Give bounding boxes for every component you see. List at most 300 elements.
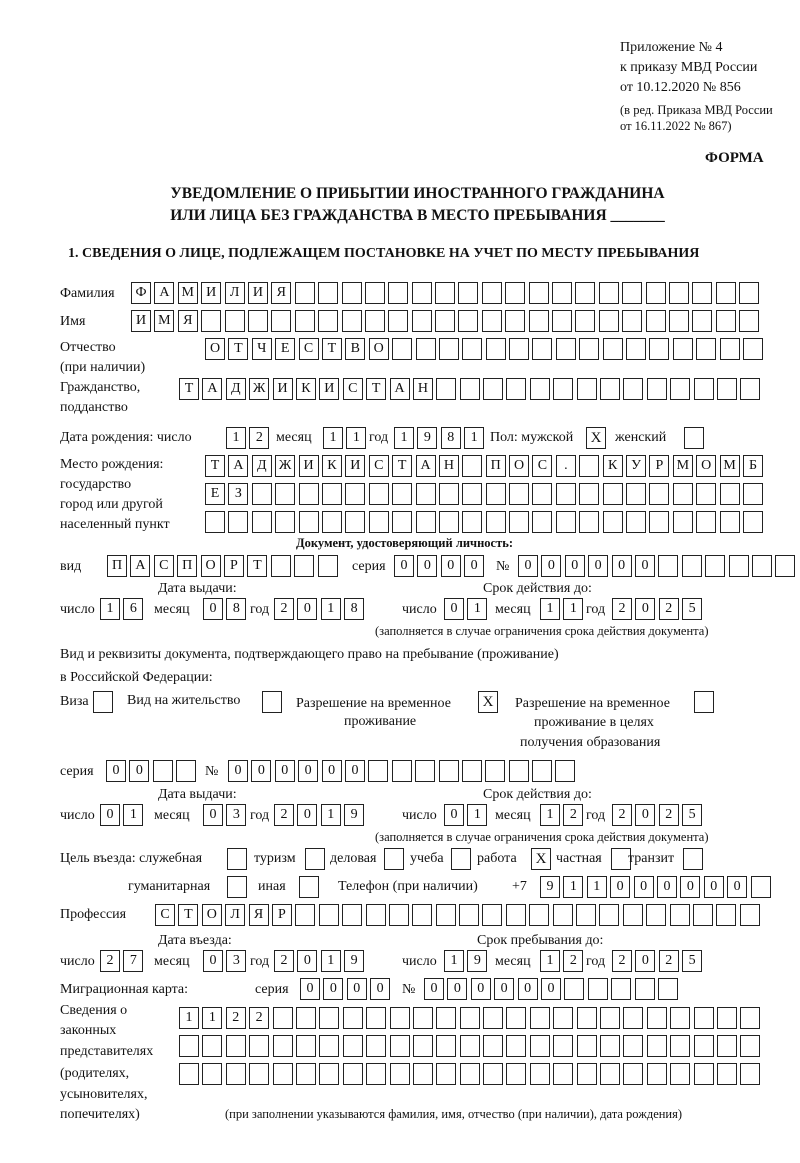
char-box[interactable] [343,1035,363,1057]
char-box[interactable]: 1 [321,950,341,972]
char-box[interactable] [435,282,455,304]
char-box[interactable] [436,1035,456,1057]
char-box[interactable]: Л [225,904,245,926]
char-box[interactable] [556,483,576,505]
char-box[interactable]: 0 [680,876,700,898]
char-box[interactable] [366,1063,386,1085]
char-box[interactable] [529,904,549,926]
char-box[interactable]: Т [178,904,198,926]
char-box[interactable] [670,1007,690,1029]
char-box[interactable] [299,483,319,505]
char-box[interactable]: 0 [657,876,677,898]
stay-valid-year[interactable] [612,804,706,826]
char-box[interactable] [369,511,389,533]
stay-valid-day[interactable] [444,804,491,826]
char-box[interactable] [369,483,389,505]
purpose-transit-checkbox[interactable] [683,848,703,870]
char-box[interactable] [696,511,716,533]
char-box[interactable]: 0 [370,978,390,1000]
char-box[interactable] [249,1063,269,1085]
char-box[interactable] [296,1007,316,1029]
char-box[interactable]: К [296,378,316,400]
char-box[interactable] [486,511,506,533]
char-box[interactable]: 0 [129,760,149,782]
char-box[interactable]: Ф [131,282,151,304]
char-box[interactable] [439,338,459,360]
char-box[interactable] [553,1063,573,1085]
char-box[interactable] [556,338,576,360]
doc-series-field[interactable] [394,555,488,577]
char-box[interactable]: О [202,904,222,926]
char-box[interactable] [646,282,666,304]
char-box[interactable] [623,378,643,400]
char-box[interactable] [366,904,386,926]
char-box[interactable] [506,1063,526,1085]
char-box[interactable]: 2 [249,427,269,449]
entry-month[interactable] [203,950,250,972]
char-box[interactable] [720,338,740,360]
profession-field[interactable] [155,904,763,926]
char-box[interactable] [294,555,314,577]
char-box[interactable] [462,338,482,360]
char-box[interactable] [388,282,408,304]
char-box[interactable]: 0 [347,978,367,1000]
char-box[interactable]: 0 [297,804,317,826]
char-box[interactable] [717,1007,737,1029]
char-box[interactable] [720,511,740,533]
char-box[interactable]: 1 [540,950,560,972]
pob-field-row1[interactable] [205,455,766,477]
char-box[interactable] [460,378,480,400]
char-box[interactable]: 0 [297,950,317,972]
char-box[interactable] [743,511,763,533]
char-box[interactable] [413,1007,433,1029]
char-box[interactable]: 0 [100,804,120,826]
char-box[interactable]: 6 [123,598,143,620]
char-box[interactable] [693,904,713,926]
char-box[interactable]: 0 [588,555,608,577]
char-box[interactable]: 2 [226,1007,246,1029]
char-box[interactable] [682,555,702,577]
char-box[interactable] [720,483,740,505]
char-box[interactable] [775,555,795,577]
char-box[interactable] [416,338,436,360]
char-box[interactable] [575,310,595,332]
char-box[interactable]: 0 [275,760,295,782]
char-box[interactable] [439,760,459,782]
char-box[interactable] [436,1063,456,1085]
char-box[interactable]: 9 [344,804,364,826]
char-box[interactable]: М [178,282,198,304]
reps-field-row2[interactable] [179,1035,764,1057]
char-box[interactable]: Я [178,310,198,332]
char-box[interactable] [530,1035,550,1057]
char-box[interactable] [275,511,295,533]
char-box[interactable] [226,1063,246,1085]
trp-education-checkbox[interactable] [694,691,714,713]
char-box[interactable] [458,310,478,332]
char-box[interactable]: 0 [251,760,271,782]
char-box[interactable] [296,1063,316,1085]
char-box[interactable]: 2 [274,804,294,826]
char-box[interactable]: Ж [275,455,295,477]
char-box[interactable]: Ч [252,338,272,360]
char-box[interactable]: М [673,455,693,477]
char-box[interactable] [436,904,456,926]
char-box[interactable]: 0 [298,760,318,782]
char-box[interactable] [752,555,772,577]
dob-month-field[interactable] [323,427,370,449]
char-box[interactable] [390,1063,410,1085]
char-box[interactable] [603,338,623,360]
char-box[interactable] [552,310,572,332]
char-box[interactable]: А [202,378,222,400]
char-box[interactable] [252,483,272,505]
char-box[interactable] [415,760,435,782]
char-box[interactable]: 0 [203,598,223,620]
char-box[interactable]: О [369,338,389,360]
char-box[interactable] [673,338,693,360]
char-box[interactable]: Я [249,904,269,926]
char-box[interactable] [343,1007,363,1029]
char-box[interactable]: П [177,555,197,577]
char-box[interactable] [460,1035,480,1057]
char-box[interactable] [600,1035,620,1057]
char-box[interactable]: 1 [100,598,120,620]
char-box[interactable]: 0 [300,978,320,1000]
char-box[interactable] [482,310,502,332]
purpose-tourism-checkbox[interactable] [305,848,325,870]
char-box[interactable] [579,338,599,360]
char-box[interactable]: Н [439,455,459,477]
char-box[interactable]: 2 [100,950,120,972]
char-box[interactable]: 0 [228,760,248,782]
char-box[interactable] [506,1007,526,1029]
char-box[interactable] [483,378,503,400]
char-box[interactable]: М [154,310,174,332]
char-box[interactable]: А [154,282,174,304]
char-box[interactable]: 2 [612,804,632,826]
char-box[interactable] [460,1007,480,1029]
char-box[interactable] [462,760,482,782]
char-box[interactable]: 1 [540,598,560,620]
char-box[interactable]: 1 [444,950,464,972]
purpose-humanitarian-checkbox[interactable] [227,876,247,898]
char-box[interactable]: 1 [346,427,366,449]
char-box[interactable] [505,282,525,304]
char-box[interactable]: 1 [467,804,487,826]
char-box[interactable] [646,310,666,332]
char-box[interactable] [416,483,436,505]
char-box[interactable]: 1 [540,804,560,826]
char-box[interactable]: 0 [494,978,514,1000]
char-box[interactable] [658,978,678,1000]
char-box[interactable] [577,1063,597,1085]
char-box[interactable] [436,378,456,400]
char-box[interactable]: 8 [344,598,364,620]
reps-field-row3[interactable] [179,1063,764,1085]
char-box[interactable] [740,1007,760,1029]
char-box[interactable] [368,760,388,782]
doc-valid-year[interactable] [612,598,706,620]
char-box[interactable] [716,904,736,926]
char-box[interactable] [626,338,646,360]
char-box[interactable] [623,904,643,926]
char-box[interactable] [412,282,432,304]
char-box[interactable]: Т [247,555,267,577]
char-box[interactable]: 0 [541,978,561,1000]
char-box[interactable]: 0 [345,760,365,782]
char-box[interactable] [649,511,669,533]
char-box[interactable] [623,1035,643,1057]
char-box[interactable]: 8 [441,427,461,449]
char-box[interactable] [462,455,482,477]
char-box[interactable] [529,310,549,332]
char-box[interactable]: В [345,338,365,360]
char-box[interactable]: 1 [202,1007,222,1029]
char-box[interactable]: 0 [417,555,437,577]
char-box[interactable] [599,904,619,926]
char-box[interactable] [153,760,173,782]
char-box[interactable]: П [107,555,127,577]
char-box[interactable] [273,1007,293,1029]
char-box[interactable]: С [155,904,175,926]
char-box[interactable] [694,378,714,400]
reps-field-row1[interactable] [179,1007,764,1029]
char-box[interactable] [322,483,342,505]
char-box[interactable] [343,1063,363,1085]
name-field[interactable] [131,310,763,332]
dob-year-field[interactable] [394,427,488,449]
char-box[interactable] [623,1007,643,1029]
char-box[interactable] [390,1035,410,1057]
char-box[interactable] [623,1063,643,1085]
stay-valid-month[interactable] [540,804,587,826]
char-box[interactable]: 1 [563,876,583,898]
char-box[interactable] [532,511,552,533]
residence-checkbox[interactable] [262,691,282,713]
char-box[interactable]: 0 [612,555,632,577]
char-box[interactable] [751,876,771,898]
char-box[interactable] [506,378,526,400]
char-box[interactable] [345,511,365,533]
char-box[interactable]: А [390,378,410,400]
char-box[interactable]: 1 [321,598,341,620]
char-box[interactable]: 2 [274,950,294,972]
char-box[interactable] [273,1063,293,1085]
citizenship-field[interactable] [179,378,764,400]
char-box[interactable]: 1 [226,427,246,449]
char-box[interactable] [576,904,596,926]
char-box[interactable]: 0 [323,978,343,1000]
char-box[interactable] [564,978,584,1000]
char-box[interactable]: О [696,455,716,477]
stay-issue-month[interactable] [203,804,250,826]
char-box[interactable] [319,904,339,926]
char-box[interactable] [577,1035,597,1057]
char-box[interactable] [532,483,552,505]
char-box[interactable]: 7 [123,950,143,972]
char-box[interactable]: Е [205,483,225,505]
char-box[interactable]: И [299,455,319,477]
doc-kind-field[interactable] [107,555,341,577]
char-box[interactable]: Д [252,455,272,477]
char-box[interactable] [532,760,552,782]
char-box[interactable] [694,1063,714,1085]
char-box[interactable]: Т [179,378,199,400]
char-box[interactable]: А [228,455,248,477]
char-box[interactable] [530,1063,550,1085]
char-box[interactable] [412,904,432,926]
mc-series-field[interactable] [300,978,394,1000]
char-box[interactable] [318,282,338,304]
char-box[interactable] [486,338,506,360]
char-box[interactable] [460,1063,480,1085]
entry-year[interactable] [274,950,368,972]
char-box[interactable] [553,378,573,400]
char-box[interactable] [694,1007,714,1029]
char-box[interactable] [716,310,736,332]
char-box[interactable]: Т [366,378,386,400]
pob-field-row3[interactable] [205,511,766,533]
char-box[interactable] [295,282,315,304]
char-box[interactable] [729,555,749,577]
char-box[interactable] [717,1063,737,1085]
char-box[interactable] [342,904,362,926]
char-box[interactable]: И [201,282,221,304]
char-box[interactable] [553,1007,573,1029]
entry-day[interactable] [100,950,147,972]
char-box[interactable]: М [720,455,740,477]
char-box[interactable] [647,378,667,400]
char-box[interactable]: И [345,455,365,477]
char-box[interactable] [530,378,550,400]
char-box[interactable] [506,1035,526,1057]
char-box[interactable] [342,310,362,332]
char-box[interactable] [412,310,432,332]
char-box[interactable] [388,310,408,332]
char-box[interactable]: 1 [394,427,414,449]
pob-field-row2[interactable] [205,483,766,505]
char-box[interactable]: 0 [297,598,317,620]
char-box[interactable]: 5 [682,598,702,620]
char-box[interactable] [318,555,338,577]
char-box[interactable] [575,282,595,304]
char-box[interactable]: 2 [612,598,632,620]
char-box[interactable] [588,978,608,1000]
char-box[interactable] [647,1035,667,1057]
char-box[interactable]: 1 [467,598,487,620]
char-box[interactable]: Б [743,455,763,477]
stay-issue-day[interactable] [100,804,147,826]
char-box[interactable] [529,282,549,304]
char-box[interactable] [603,511,623,533]
char-box[interactable] [506,904,526,926]
char-box[interactable] [295,904,315,926]
char-box[interactable]: 1 [179,1007,199,1029]
char-box[interactable]: З [228,483,248,505]
char-box[interactable] [483,1035,503,1057]
phone-field[interactable] [540,876,774,898]
char-box[interactable] [273,1035,293,1057]
char-box[interactable]: Е [275,338,295,360]
char-box[interactable] [705,555,725,577]
char-box[interactable]: 3 [226,950,246,972]
char-box[interactable] [553,904,573,926]
char-box[interactable]: Т [205,455,225,477]
char-box[interactable]: 8 [226,598,246,620]
char-box[interactable]: 0 [203,950,223,972]
char-box[interactable] [740,378,760,400]
char-box[interactable] [509,483,529,505]
char-box[interactable] [717,1035,737,1057]
char-box[interactable] [366,1007,386,1029]
char-box[interactable] [439,483,459,505]
char-box[interactable] [611,978,631,1000]
dob-day-field[interactable] [226,427,273,449]
char-box[interactable]: Д [226,378,246,400]
char-box[interactable] [176,760,196,782]
char-box[interactable]: П [486,455,506,477]
char-box[interactable]: А [130,555,150,577]
char-box[interactable]: И [248,282,268,304]
char-box[interactable]: 1 [321,804,341,826]
char-box[interactable] [673,511,693,533]
char-box[interactable]: 0 [444,598,464,620]
char-box[interactable]: 5 [682,950,702,972]
char-box[interactable]: 0 [322,760,342,782]
char-box[interactable] [392,511,412,533]
char-box[interactable] [635,978,655,1000]
char-box[interactable]: 9 [417,427,437,449]
char-box[interactable] [670,1063,690,1085]
char-box[interactable] [462,483,482,505]
char-box[interactable]: К [603,455,623,477]
purpose-other-checkbox[interactable] [299,876,319,898]
char-box[interactable] [482,282,502,304]
char-box[interactable] [649,483,669,505]
purpose-work-checkbox[interactable]: X [531,848,551,870]
stay-number-field[interactable] [228,760,579,782]
char-box[interactable]: 0 [394,555,414,577]
char-box[interactable]: 0 [106,760,126,782]
char-box[interactable]: Р [649,455,669,477]
visa-checkbox[interactable] [93,691,113,713]
sex-female-checkbox[interactable] [684,427,704,449]
char-box[interactable]: 2 [274,598,294,620]
stay-series-field[interactable] [106,760,200,782]
char-box[interactable] [390,1007,410,1029]
char-box[interactable]: 0 [444,804,464,826]
char-box[interactable]: 2 [249,1007,269,1029]
char-box[interactable] [248,310,268,332]
char-box[interactable] [179,1063,199,1085]
char-box[interactable]: 0 [635,950,655,972]
char-box[interactable]: 2 [659,950,679,972]
char-box[interactable]: Ж [249,378,269,400]
char-box[interactable] [603,483,623,505]
char-box[interactable]: 0 [424,978,444,1000]
char-box[interactable]: И [273,378,293,400]
char-box[interactable] [717,378,737,400]
char-box[interactable]: 2 [563,950,583,972]
char-box[interactable]: 0 [727,876,747,898]
char-box[interactable] [692,310,712,332]
char-box[interactable] [556,511,576,533]
char-box[interactable] [462,511,482,533]
char-box[interactable] [509,760,529,782]
char-box[interactable] [647,1007,667,1029]
